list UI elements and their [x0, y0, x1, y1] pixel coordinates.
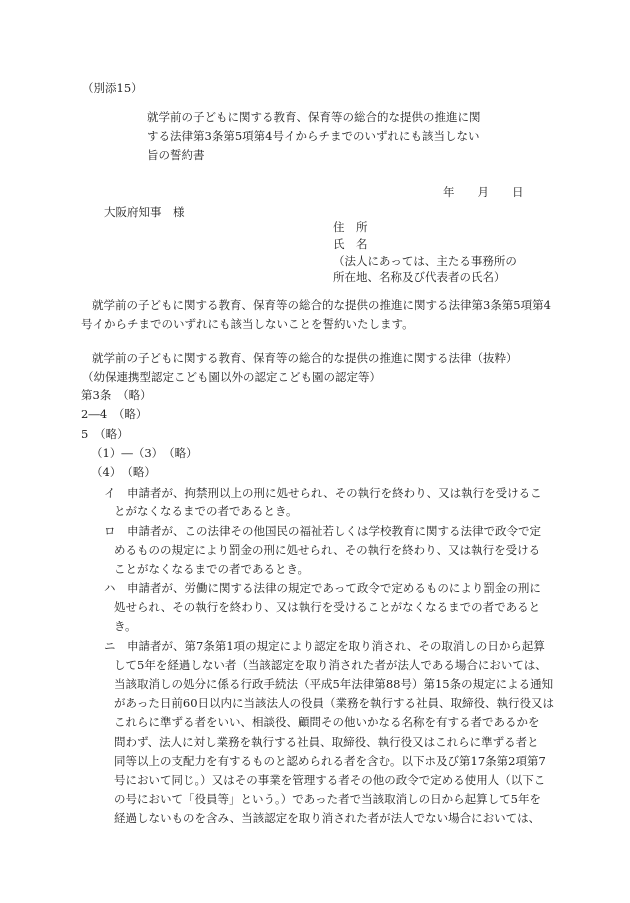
article-line: 5 （略）: [81, 427, 129, 441]
item-line: 処せられ、その執行を終わり、又は執行を受けることがなくなるまでの者であると: [114, 600, 541, 614]
item-line: 経過しないものを含み、当該認定を取り消された者が法人でない場合においては、: [114, 811, 541, 825]
excerpt-subheading: （幼保連携型認定こども園以外の認定こども園の認定等）: [82, 370, 381, 384]
item-line: 当該取消しの処分に係る行政手続法（平成5年法律第88号）第15条の規定による通知: [114, 677, 554, 691]
date-line: 年 月 日: [443, 185, 524, 199]
item-line: き。: [114, 619, 137, 633]
item-line: ハ 申請者が、労働に関する法律の規定であって政令で定めるものにより罰金の刑に: [104, 581, 541, 595]
name-label: 氏 名: [333, 237, 368, 251]
item-line: めるものの規定により罰金の刑に処せられ、その執行を終わり、又は執行を受ける: [114, 543, 541, 557]
item-line: 号において同じ。）又はその事業を管理する者その他の政令で定める使用人（以下こ: [114, 773, 546, 787]
article-line: （1）―（3） （略）: [91, 446, 198, 460]
item-line: イ 申請者が、拘禁刑以上の刑に処せられ、その執行を終わり、又は執行を受けるこ: [104, 486, 542, 500]
item-line: これらに準ずる者をいい、相談役、顧問その他いかなる名称を有する者であるかを: [114, 715, 540, 729]
pledge-line: 号イからチまでのいずれにも該当しないことを誓約いたします。: [81, 317, 414, 331]
article-line: 第3条 （略）: [81, 388, 152, 402]
item-line: ことがなくなるまでの者であるとき。: [114, 562, 310, 576]
title-line: する法律第3条第5項第4号イからチまでのいずれにも該当しない: [147, 129, 480, 143]
item-line: の号において「役員等」という。）であった者で当該取消しの日から起算して5年を: [114, 792, 541, 806]
signer-note-line: （法人にあっては、主たる事務所の: [333, 254, 517, 268]
item-line: ロ 申請者が、この法律その他国民の福祉若しくは学校教育に関する法律で政令で定: [104, 524, 541, 538]
address-label: 住 所: [333, 220, 368, 234]
addressee: 大阪府知事 様: [104, 205, 185, 219]
attachment-label: （別添15）: [82, 81, 143, 95]
article-line: 2―4 （略）: [81, 407, 148, 421]
title-line: 就学前の子どもに関する教育、保育等の総合的な提供の推進に関: [147, 110, 481, 124]
item-line: 問わず、法人に対し業務を執行する社員、取締役、執行役又はこれらに準ずる者と: [114, 735, 539, 749]
title-line: 旨の誓約書: [147, 148, 205, 162]
signer-note-line: 所在地、名称及び代表者の氏名）: [333, 270, 506, 284]
pledge-line: 就学前の子どもに関する教育、保育等の総合的な提供の推進に関する法律第3条第5項第4: [92, 298, 551, 312]
item-line: 同等以上の支配力を有するものと認められる者を含む。以下ホ及び第17条第2項第7: [114, 754, 546, 768]
article-line: （4） （略）: [91, 465, 156, 479]
item-line: して5年を経過しない者（当該認定を取り消された者が法人である場合においては、: [114, 658, 547, 672]
excerpt-heading: 就学前の子どもに関する教育、保育等の総合的な提供の推進に関する法律（抜粋）: [92, 351, 518, 365]
item-line: があった日前60日以内に当該法人の役員（業務を執行する社員、取締役、執行役又は: [114, 696, 555, 710]
item-line: ニ 申請者が、第7条第1項の規定により認定を取り消され、その取消しの日から起算: [104, 639, 545, 653]
item-line: とがなくなるまでの者であるとき。: [114, 504, 298, 518]
